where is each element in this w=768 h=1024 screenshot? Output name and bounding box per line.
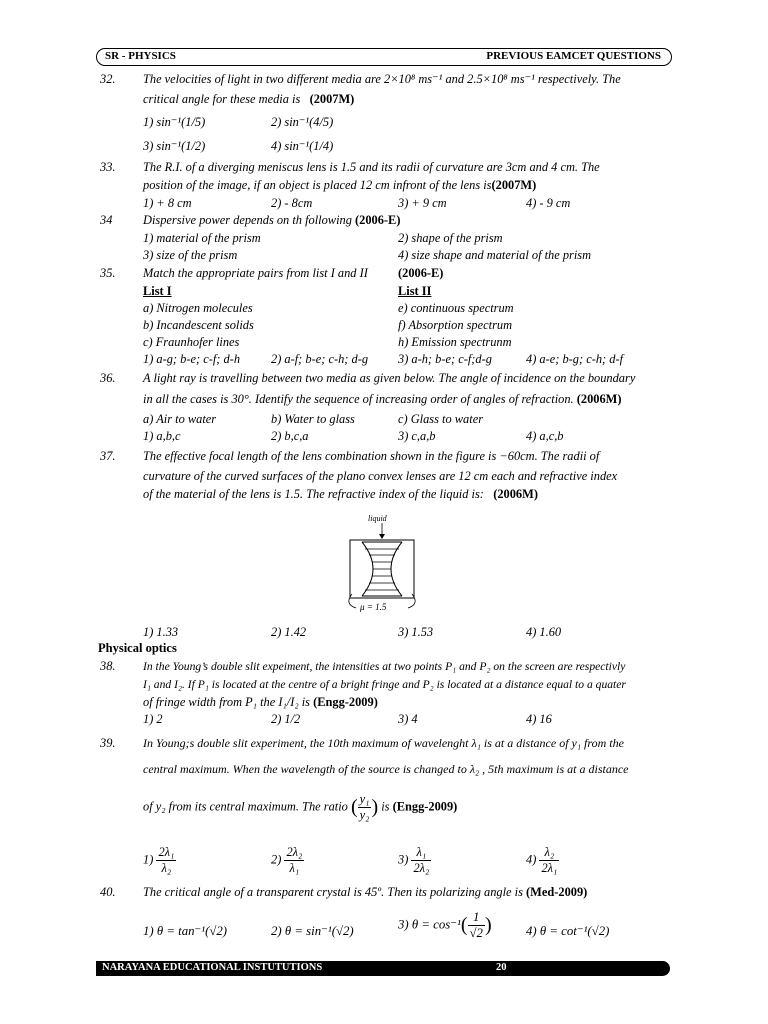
q33-option-2: 2) - 8cm [271, 196, 313, 210]
q37-text-line1: The effective focal length of the lens combination shown in the figure is −60cm. The radii of [143, 449, 600, 463]
q36-case-b: b) Water to glass [271, 412, 355, 426]
q35-year: (2006-E) [398, 266, 444, 280]
q39-text-line1: In Young;s double slit experiment, the 10th maximum of wavelenght λ₁ is at a distance of y₁ from the [143, 736, 624, 750]
page-footer [96, 961, 670, 976]
q38-text-line1: In the Young’s double slit expeiment, the intensities at two points P₁ and P₂ on the screen are respectivly [143, 660, 626, 673]
q39-option-2: 2) $\frac{\text{2λ₂}}{\text{λ₁}}$ [271, 845, 303, 875]
q35-option-3: 3) a-h; b-e; c-f;d-g [398, 352, 492, 366]
q38-option-2: 2) 1/2 [271, 712, 301, 726]
q40-option-3: 3) θ = cos⁻¹( $\frac{1}{√2}$ ) [398, 910, 492, 940]
q34-number: 34 [100, 213, 113, 227]
q37-option-3: 3) 1.53 [398, 625, 434, 639]
q39-number: 39. [100, 736, 116, 750]
q40-text: The critical angle of a transparent crystal is 45º. Then its polarizing angle is (Med-2009) [143, 885, 588, 899]
q40-number: 40. [100, 885, 116, 899]
q38-number: 38. [100, 659, 116, 673]
q36-option-2: 2) b,c,a [271, 429, 309, 443]
q35-item-c: c) Fraunhofer lines [143, 335, 240, 349]
q34-option-1: 1) material of the prism [143, 231, 261, 245]
q35-item-h: h) Emission spectrunm [398, 335, 512, 349]
q35-option-4: 4) a-e; b-g; c-h; d-f [526, 352, 624, 366]
q37-text-line3: of the material of the lens is 1.5. The refractive index of the liquid is: (2006M) [143, 487, 538, 501]
q32-option-3: 3) sin⁻¹(1/2) [143, 139, 206, 153]
q35-text: Match the appropriate pairs from list I and II [143, 266, 368, 280]
footer-institution: NARAYANA EDUCATIONAL INSTUTUTIONS [102, 962, 323, 973]
q36-option-1: 1) a,b,c [143, 429, 181, 443]
q36-text-line1: A light ray is travelling between two media as given below. The angle of incidence on the boundary [143, 371, 636, 385]
q38-option-1: 1) 2 [143, 712, 163, 726]
q38-option-4: 4) 16 [526, 712, 552, 726]
page-header [96, 48, 672, 66]
q32-option-2: 2) sin⁻¹(4/5) [271, 115, 334, 129]
header-title: PREVIOUS EAMCET QUESTIONS [486, 50, 661, 62]
q38-text-line3: of fringe width from P₁ the I₁/I₂ is (Engg-2009) [143, 695, 378, 709]
q32-option-4: 4) sin⁻¹(1/4) [271, 139, 334, 153]
q40-option-1: 1) θ = tan⁻¹(√2) [143, 924, 228, 938]
q37-text-line2: curvature of the curved surfaces of the plano convex lenses are 12 cm each and refractive index [143, 469, 618, 483]
q39-ratio: $\frac{\text{y₁}}{\text{y₂}}$ [359, 792, 370, 822]
q39-option-4: 4) $\frac{\text{λ₂}}{\text{2λ₁}}$ [526, 845, 558, 875]
q35-item-e: e) continuous spectrum [398, 301, 514, 315]
q37-number: 37. [100, 449, 116, 463]
q33-number: 33. [100, 160, 116, 174]
q35-item-a: a) Nitrogen molecules [143, 301, 253, 315]
q34-option-4: 4) size shape and material of the prism [398, 248, 592, 262]
q34-text: Dispersive power depends on th following (2006-E) [143, 213, 401, 227]
q32-number: 32. [100, 72, 116, 86]
figure-label-mu: μ = 1.5 [360, 602, 387, 612]
q34-option-3: 3) size of the prism [143, 248, 238, 262]
q35-list2-heading: List II [398, 284, 432, 298]
q39-option-3: 3) $\frac{\text{λ₁}}{\text{2λ₂}}$ [398, 845, 430, 875]
q33-text-line2: position of the image, if an object is placed 12 cm infront of the lens is(2007M) [143, 178, 537, 192]
q33-option-4: 4) - 9 cm [526, 196, 571, 210]
q39-text-line3: of y₂ from its central maximum. The ratio ( $\frac{\text{y₁}}{\text{y₂}}$ ) is (Engg-2009) [143, 792, 458, 822]
q38-text-line2: I₁ and I₂. If P₁ is located at the centre of a bright fringe and P₂ is located at a distance equal to a quater [143, 678, 626, 691]
q40-option-2: 2) θ = sin⁻¹(√2) [271, 924, 354, 938]
q33-option-3: 3) + 9 cm [398, 196, 447, 210]
q33-option-1: 1) + 8 cm [143, 196, 192, 210]
lens-combination-figure [330, 508, 440, 618]
q39-option-1: 1) $\frac{\text{2λ₁}}{\text{λ₂}}$ [143, 845, 175, 875]
q35-option-1: 1) a-g; b-e; c-f; d-h [143, 352, 241, 366]
q36-number: 36. [100, 371, 116, 385]
q33-text-line1: The R.I. of a diverging meniscus lens is 1.5 and its radii of curvature are 3cm and 4 cm. The [143, 160, 600, 174]
q36-text-line2: in all the cases is 30°. Identify the sequence of increasing order of angles of refraction. (2006M) [143, 392, 622, 406]
section-heading: Physical optics [98, 641, 177, 655]
q37-option-2: 2) 1.42 [271, 625, 307, 639]
q32-option-1: 1) sin⁻¹(1/5) [143, 115, 206, 129]
q34-option-2: 2) shape of the prism [398, 231, 503, 245]
q37-option-1: 1) 1.33 [143, 625, 179, 639]
q35-item-f: f) Absorption spectrum [398, 318, 513, 332]
q36-case-c: c) Glass to water [398, 412, 484, 426]
q32-text-line1: The velocities of light in two different media are 2×10⁸ ms⁻¹ and 2.5×10⁸ ms⁻¹ respectively. The [143, 72, 621, 86]
q37-option-4: 4) 1.60 [526, 625, 562, 639]
q35-item-b: b) Incandescent solids [143, 318, 254, 332]
q35-option-2: 2) a-f; b-e; c-h; d-g [271, 352, 369, 366]
q40-option-4: 4) θ = cot⁻¹(√2) [526, 924, 610, 938]
q36-option-3: 3) c,a,b [398, 429, 436, 443]
q36-option-4: 4) a,c,b [526, 429, 564, 443]
q35-list1-heading: List I [143, 284, 172, 298]
q32-text-line2: critical angle for these media is (2007M) [143, 92, 355, 106]
q38-option-3: 3) 4 [398, 712, 418, 726]
q39-text-line2: central maximum. When the wavelength of the source is changed to λ₂ , 5th maximum is at a distance [143, 762, 629, 776]
page-number: 20 [496, 962, 507, 973]
q36-case-a: a) Air to water [143, 412, 217, 426]
q35-number: 35. [100, 266, 116, 280]
header-subject: SR - PHYSICS [105, 50, 176, 62]
figure-label-liquid: liquid [368, 514, 387, 523]
